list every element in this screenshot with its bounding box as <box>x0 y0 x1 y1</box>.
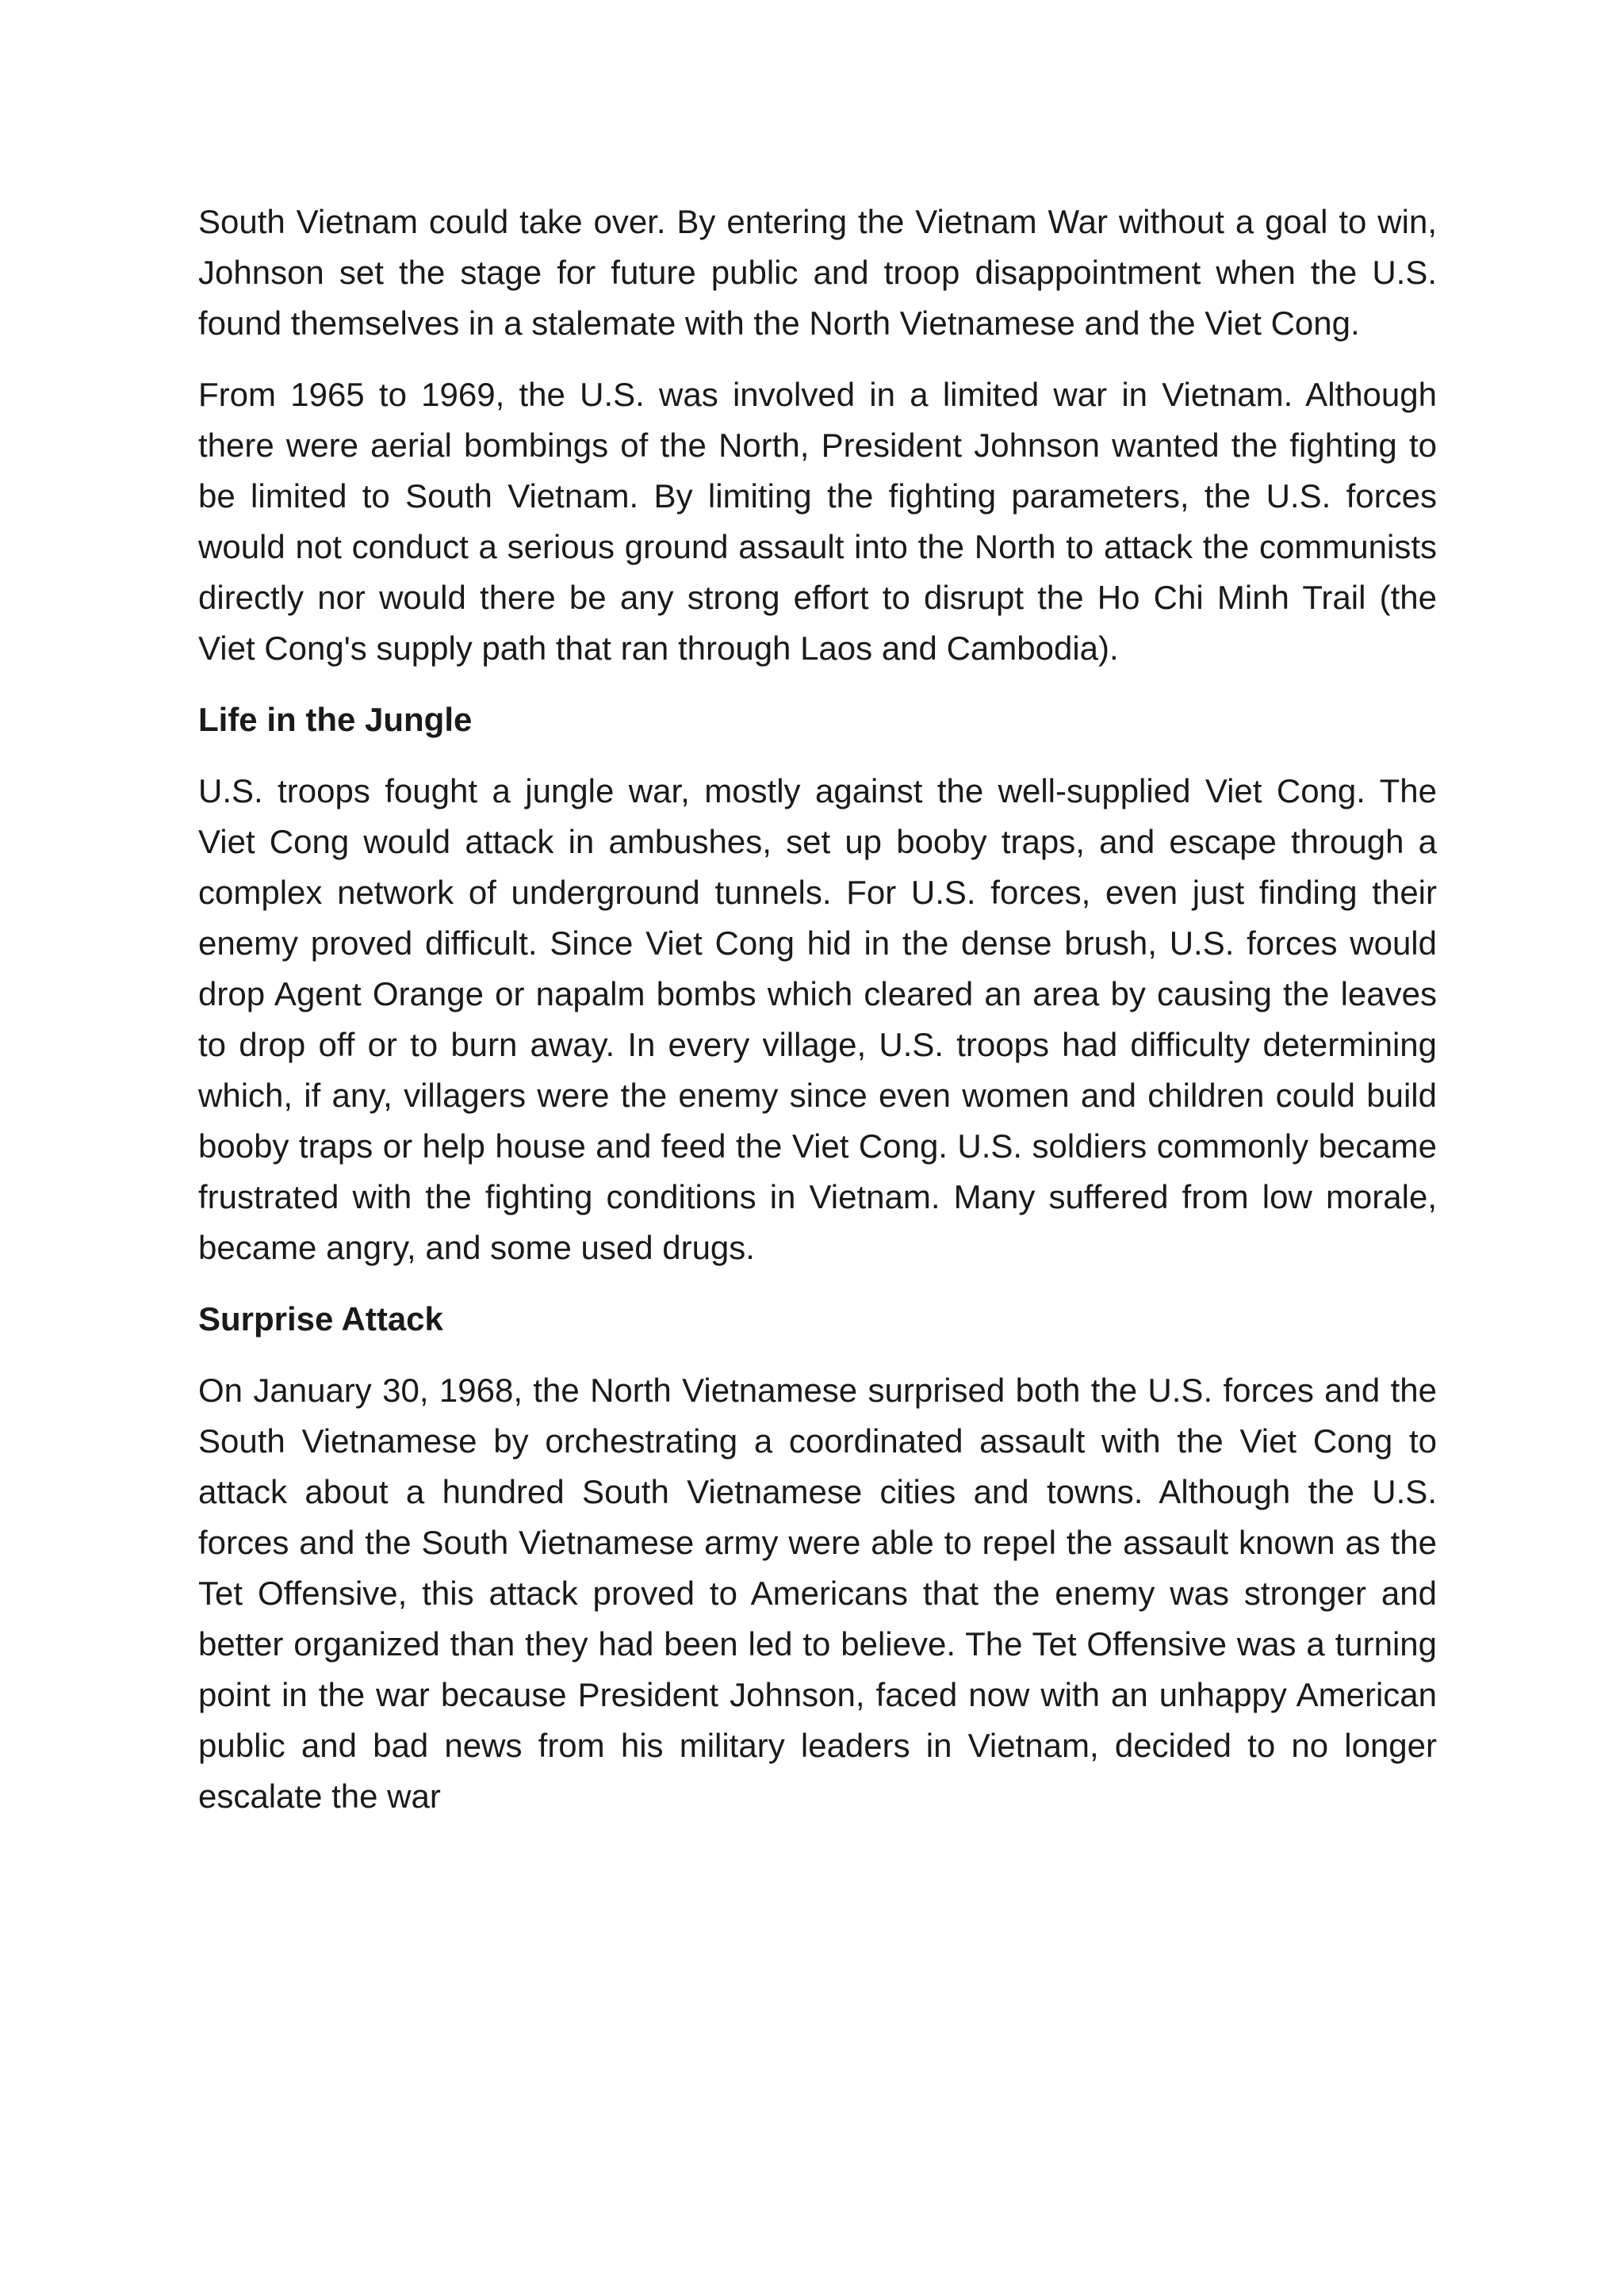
paragraph-tet-offensive: On January 30, 1968, the North Vietnamese surprised both the U.S. forces and the South Vietnamese by orchestrating a coordinated assault with the Viet Cong to attack about a hundred South Vietnamese cities and towns. Although the U.S. forces and the South Vietnamese army were able to repel the assault known as the Tet Offensive, this attack proved to Americans that the enemy was stronger and better organized than they had been led to believe. The Tet Offensive was a turning point in the war because President Johnson, faced now with an unhappy American public and bad news from his military leaders in Vietnam, decided to no longer escalate the war <box>198 1372 1437 1815</box>
paragraph-stalemate: South Vietnam could take over. By entering the Vietnam War without a goal to win, Johnson set the stage for future public and troop disappointment when the U.S. found themselves in a stalemate with the North Vietnamese and the Viet Cong. <box>198 203 1437 342</box>
heading-life-in-the-jungle: Life in the Jungle <box>198 701 473 738</box>
document-page <box>198 197 1437 1843</box>
heading-surprise-attack: Surprise Attack <box>198 1300 443 1337</box>
paragraph-limited-war: From 1965 to 1969, the U.S. was involved in a limited war in Vietnam. Although there were aerial bombings of the North, President Johnson wanted the fighting to be limited to South Vietnam. By limiting the fighting parameters, the U.S. forces would not conduct a serious ground assault into the North to attack the communists directly nor would there be any strong effort to disrupt the Ho Chi Minh Trail (the Viet Cong's supply path that ran through Laos and Cambodia). <box>198 376 1437 667</box>
paragraph-jungle-war: U.S. troops fought a jungle war, mostly against the well-supplied Viet Cong. The Viet Cong would attack in ambushes, set up booby traps, and escape through a complex network of underground tunnels. For U.S. forces, even just finding their enemy proved difficult. Since Viet Cong hid in the dense brush, U.S. forces would drop Agent Orange or napalm bombs which cleared an area by causing the leaves to drop off or to burn away. In every village, U.S. troops had difficulty determining which, if any, villagers were the enemy since even women and children could build booby traps or help house and feed the Viet Cong. U.S. soldiers commonly became frustrated with the fighting conditions in Vietnam. Many suffered from low morale, became angry, and some used drugs. <box>198 772 1437 1266</box>
